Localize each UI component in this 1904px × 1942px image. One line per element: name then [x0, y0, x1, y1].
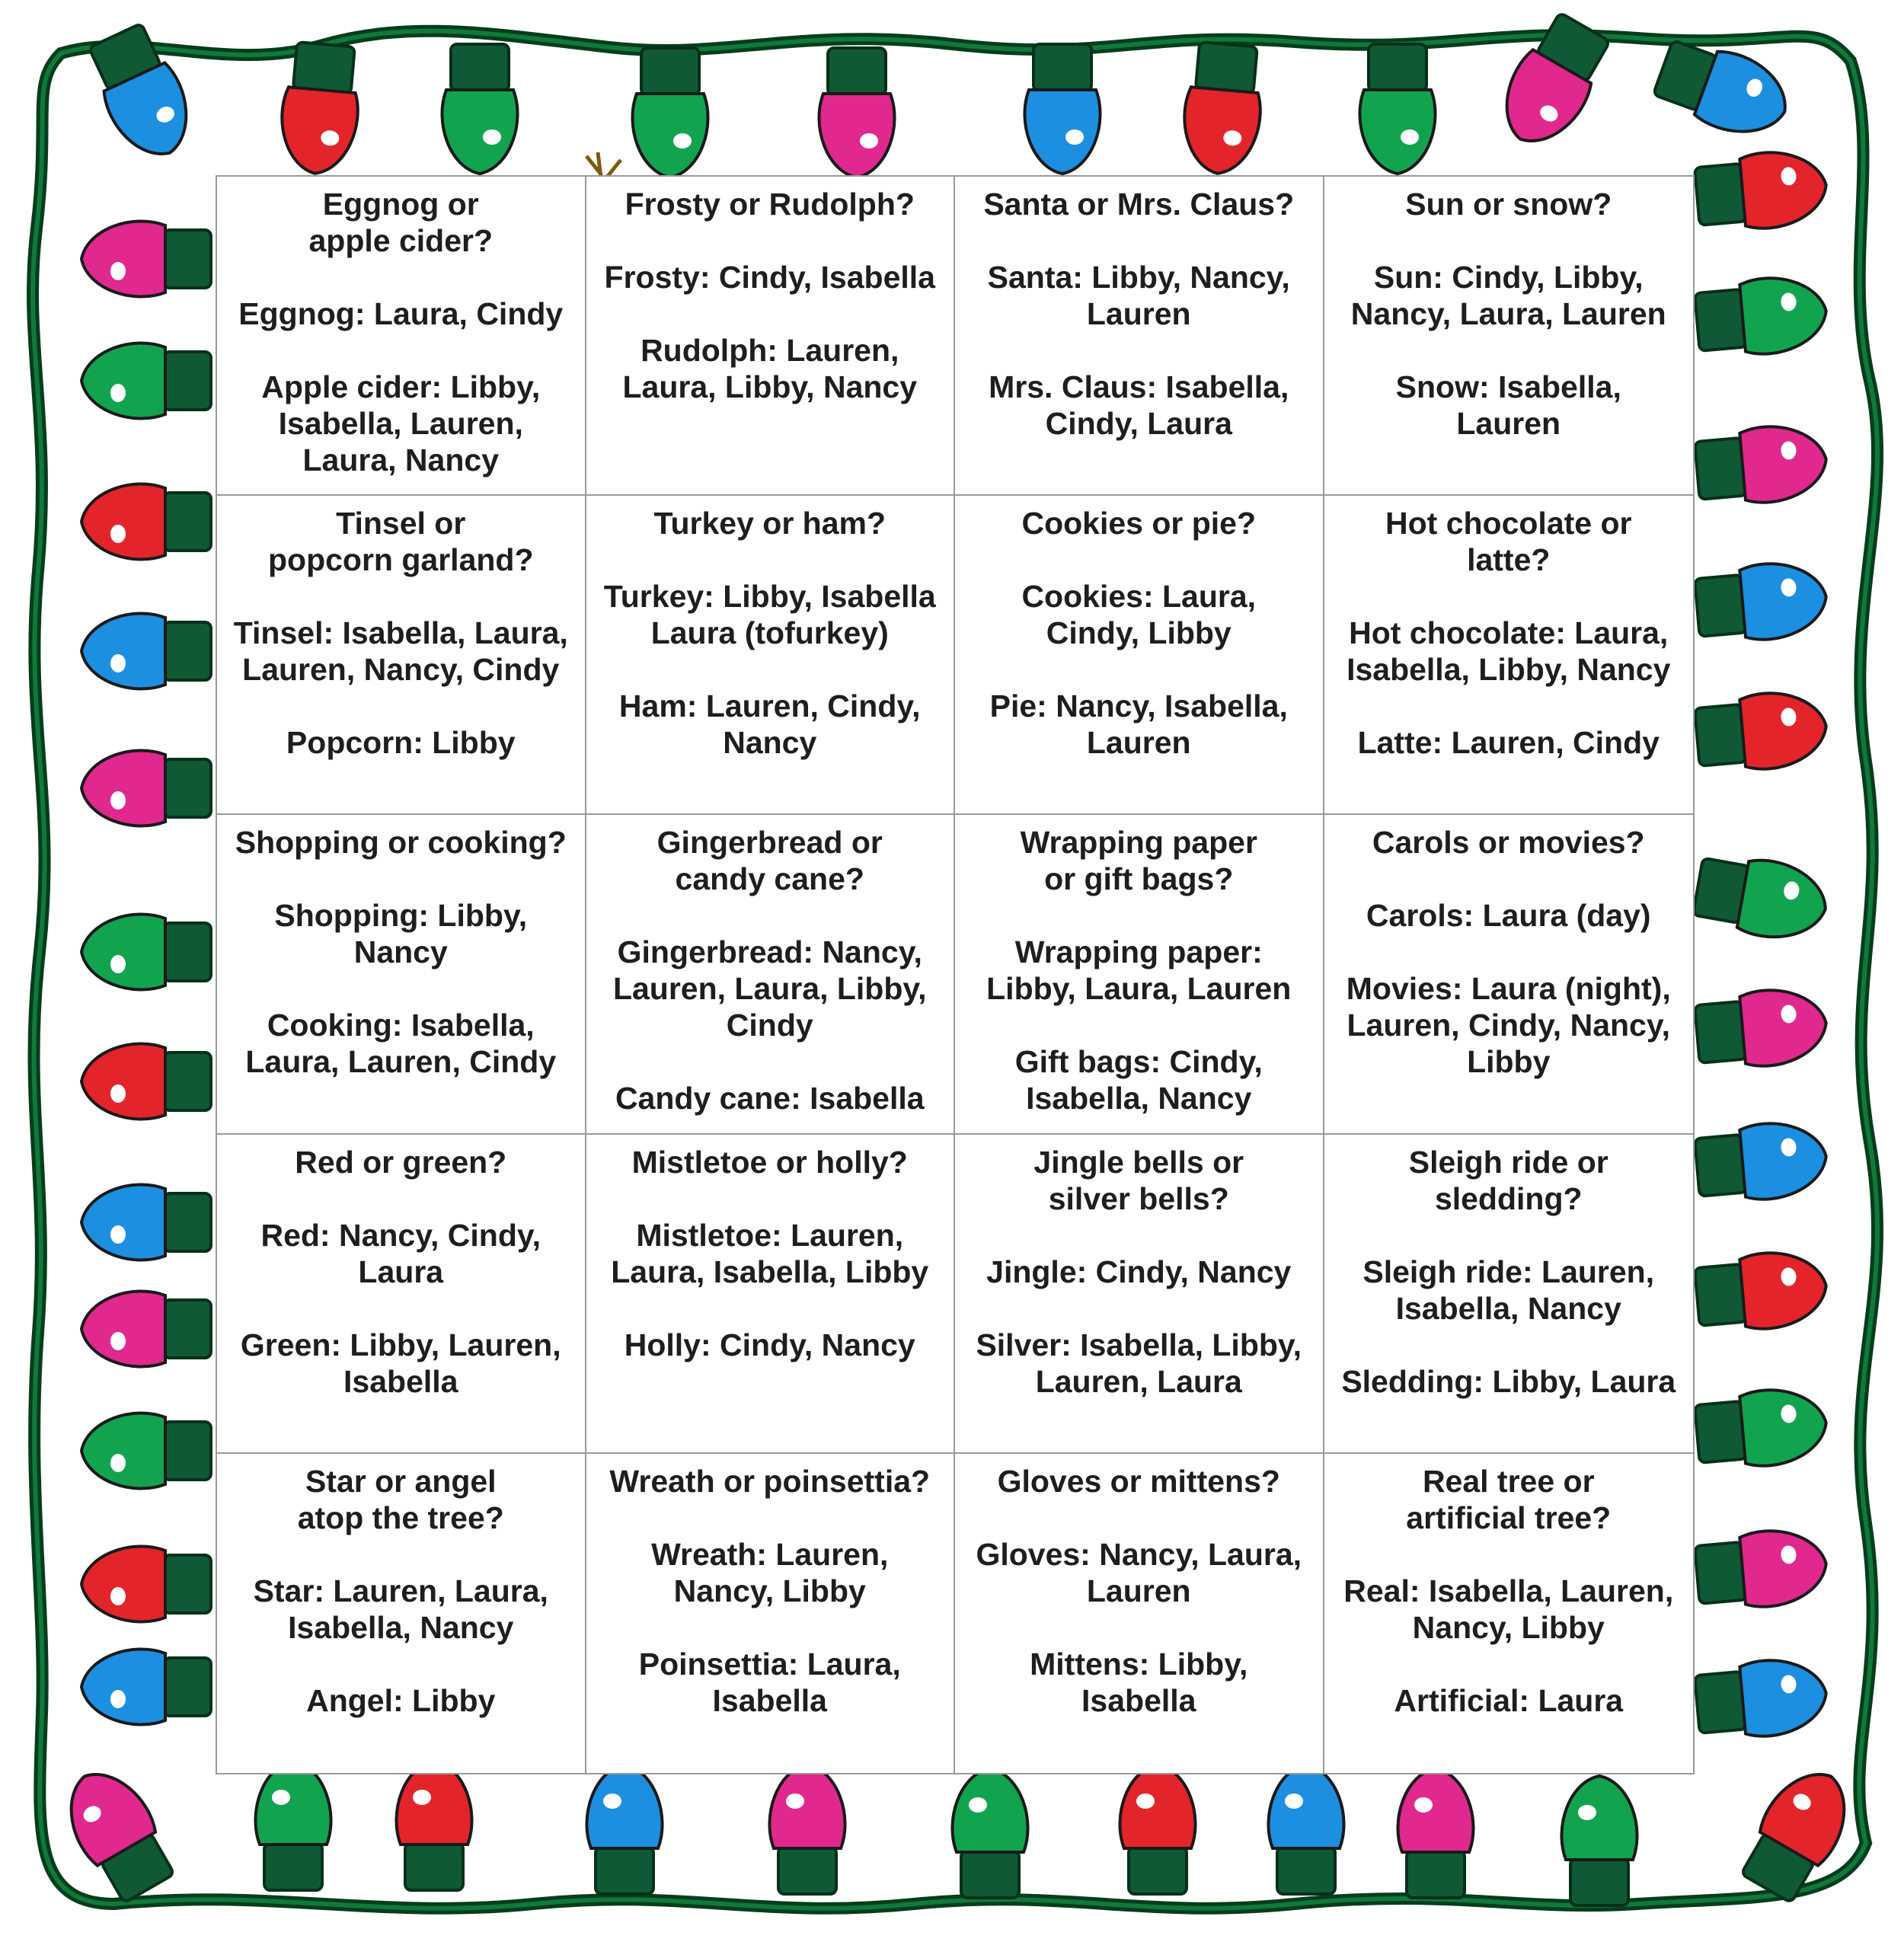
question-cell	[586, 177, 956, 496]
light-bulb	[819, 48, 894, 177]
light-bulb	[1733, 1758, 1864, 1908]
question-text: Mistletoe or holly?	[631, 1144, 908, 1180]
answer-text: Sleigh ride: Lauren, Isabella, Nancy	[1363, 1254, 1655, 1326]
light-bulb	[81, 914, 211, 989]
light-bulb	[1561, 1776, 1637, 1905]
answer-text: Pie: Nancy, Isabella, Lauren	[989, 688, 1288, 761]
light-bulb	[1694, 1656, 1829, 1742]
light-bulb	[952, 1768, 1027, 1898]
answer-text: Gloves: Nancy, Laura, Lauren	[976, 1536, 1302, 1608]
answer-text: Cooking: Isabella, Laura, Lauren, Cindy	[245, 1008, 557, 1080]
question-cell	[955, 815, 1324, 1134]
light-bulb	[1694, 688, 1829, 775]
light-bulb	[1694, 1385, 1829, 1471]
answer-text: Shopping: Libby, Nancy	[274, 898, 528, 970]
question-cell	[586, 1135, 956, 1454]
answer-text: Angel: Libby	[306, 1682, 496, 1718]
question-cell	[1324, 1135, 1694, 1454]
light-bulb	[1694, 1248, 1829, 1334]
light-bulb	[81, 1184, 211, 1260]
answer-text: Tinsel: Isabella, Laura, Lauren, Nancy, Cindy	[233, 615, 568, 688]
question-cell	[217, 815, 586, 1134]
light-bulb	[81, 221, 211, 296]
answer-text: Holly: Cindy, Nancy	[624, 1327, 915, 1362]
light-bulb	[1694, 148, 1829, 234]
answer-text: Eggnog: Laura, Cindy	[238, 296, 564, 331]
question-cell	[217, 1135, 586, 1454]
answer-text: Ham: Lauren, Cindy, Nancy	[618, 688, 921, 761]
answer-text: Frosty: Cindy, Isabella	[604, 260, 935, 295]
answer-text: Snow: Isabella, Lauren	[1395, 369, 1621, 441]
answer-text: Apple cider: Libby, Isabella, Lauren, Laura, Nancy	[261, 369, 541, 478]
answer-text: Star: Lauren, Laura, Isabella, Nancy	[253, 1573, 548, 1645]
question-cell	[217, 496, 586, 815]
question-text: Eggnog or apple cider?	[308, 187, 493, 258]
answer-text: Candy cane: Isabella	[615, 1081, 925, 1116]
question-text: Sun or snow?	[1405, 187, 1612, 222]
light-bulb	[81, 750, 211, 826]
answer-text: Wrapping paper: Libby, Laura, Lauren	[986, 934, 1292, 1007]
light-bulb	[1694, 273, 1829, 359]
answer-text: Movies: Laura (night), Lauren, Cindy, Nancy, Libby	[1346, 971, 1671, 1080]
light-bulb	[1694, 1526, 1829, 1612]
question-text: Jingle bells or silver bells?	[1033, 1144, 1244, 1216]
light-bulb	[81, 1413, 211, 1488]
question-text: Shopping or cooking?	[235, 825, 567, 861]
answer-text: Mistletoe: Lauren, Laura, Isabella, Libby	[611, 1217, 929, 1289]
light-bulb	[1359, 44, 1435, 174]
answer-text: Silver: Isabella, Libby, Lauren, Laura	[976, 1327, 1302, 1399]
question-text: Red or green?	[295, 1144, 507, 1180]
question-cell	[1324, 177, 1694, 496]
light-bulb	[396, 1761, 471, 1890]
question-cell	[955, 1454, 1324, 1773]
question-text: Gloves or mittens?	[997, 1463, 1280, 1499]
question-text: Gingerbread or candy cane?	[656, 825, 883, 897]
light-bulb	[586, 1765, 662, 1894]
light-bulb	[1024, 44, 1100, 174]
answer-text: Sledding: Libby, Laura	[1341, 1363, 1676, 1399]
answer-text: Carols: Laura (day)	[1366, 898, 1651, 934]
answer-text: Sun: Cindy, Libby, Nancy, Laura, Lauren	[1350, 260, 1666, 331]
light-bulb	[81, 1546, 211, 1621]
question-text: Frosty or Rudolph?	[625, 187, 915, 222]
question-cell	[217, 1454, 586, 1773]
answer-text: Mittens: Libby, Isabella	[1030, 1646, 1248, 1718]
light-bulb	[52, 1758, 182, 1908]
answer-text: Poinsettia: Laura, Isabella	[638, 1646, 901, 1718]
light-bulb	[632, 48, 708, 177]
answer-text: Santa: Libby, Nancy, Lauren	[987, 260, 1290, 331]
answer-text: Turkey: Libby, Isabella Laura (tofurkey)	[603, 579, 936, 651]
question-cell	[586, 496, 956, 815]
question-cell	[1324, 496, 1694, 815]
question-cell	[1324, 1454, 1694, 1773]
answer-text: Wreath: Lauren, Nancy, Libby	[651, 1536, 889, 1608]
light-bulb	[81, 20, 204, 169]
question-cell	[955, 1135, 1324, 1454]
answer-text: Latte: Lauren, Cindy	[1357, 725, 1660, 761]
answer-text: Rudolph: Lauren, Laura, Libby, Nancy	[622, 333, 918, 404]
answer-text: Artificial: Laura	[1394, 1682, 1624, 1718]
question-text: Tinsel or popcorn garland?	[268, 506, 534, 578]
question-cell	[586, 815, 956, 1134]
question-cell	[586, 1454, 956, 1773]
question-text: Wrapping paper or gift bags?	[1020, 825, 1257, 897]
question-cell	[955, 177, 1324, 496]
light-bulb	[81, 613, 211, 688]
question-text: Turkey or ham?	[653, 506, 887, 541]
light-bulb	[81, 1043, 211, 1119]
light-bulb	[81, 1291, 211, 1366]
light-bulb	[1650, 32, 1798, 147]
answer-text: Red: Nancy, Cindy, Laura	[260, 1217, 541, 1289]
answer-text: Real: Isabella, Lauren, Nancy, Libby	[1343, 1573, 1674, 1645]
light-bulb	[1694, 559, 1829, 645]
light-bulb	[277, 41, 363, 177]
answer-text: Jingle: Cindy, Nancy	[986, 1254, 1292, 1289]
light-bulb	[1692, 849, 1832, 946]
answer-text: Gift bags: Cindy, Isabella, Nancy	[1014, 1044, 1263, 1116]
light-bulb	[442, 44, 517, 174]
answer-text: Gingerbread: Nancy, Lauren, Laura, Libby, Cindy	[612, 934, 927, 1043]
question-cell	[955, 496, 1324, 815]
answer-text: Green: Libby, Lauren, Isabella	[240, 1327, 561, 1399]
question-text: Santa or Mrs. Claus?	[983, 187, 1295, 222]
answer-text: Popcorn: Libby	[286, 725, 516, 761]
question-text: Hot chocolate or latte?	[1385, 506, 1632, 578]
light-bulb	[1120, 1765, 1195, 1894]
light-bulb	[1694, 422, 1829, 508]
light-bulb	[1694, 1119, 1829, 1205]
light-bulb	[81, 343, 211, 418]
answer-text: Hot chocolate: Laura, Isabella, Libby, Nancy	[1347, 615, 1671, 688]
question-text: Cookies or pie?	[1021, 506, 1257, 541]
light-bulb	[255, 1761, 331, 1890]
light-bulb	[1180, 41, 1266, 177]
answer-text: Cookies: Laura, Cindy, Libby	[1021, 579, 1257, 651]
light-bulb	[769, 1765, 845, 1894]
question-text: Real tree or artificial tree?	[1406, 1463, 1612, 1535]
favorites-grid	[216, 175, 1695, 1774]
light-bulb	[1268, 1765, 1343, 1894]
question-cell	[1324, 815, 1694, 1134]
question-text: Carols or movies?	[1372, 825, 1645, 861]
light-bulb	[81, 1649, 211, 1724]
question-text: Star or angel atop the tree?	[297, 1463, 504, 1535]
light-bulb	[1694, 985, 1829, 1072]
answer-text: Mrs. Claus: Isabella, Cindy, Laura	[989, 369, 1289, 441]
question-text: Wreath or poinsettia?	[609, 1463, 931, 1499]
light-bulb	[81, 484, 211, 559]
question-cell	[217, 177, 586, 496]
light-bulb	[1398, 1768, 1473, 1898]
question-text: Sleigh ride or sledding?	[1408, 1144, 1608, 1216]
